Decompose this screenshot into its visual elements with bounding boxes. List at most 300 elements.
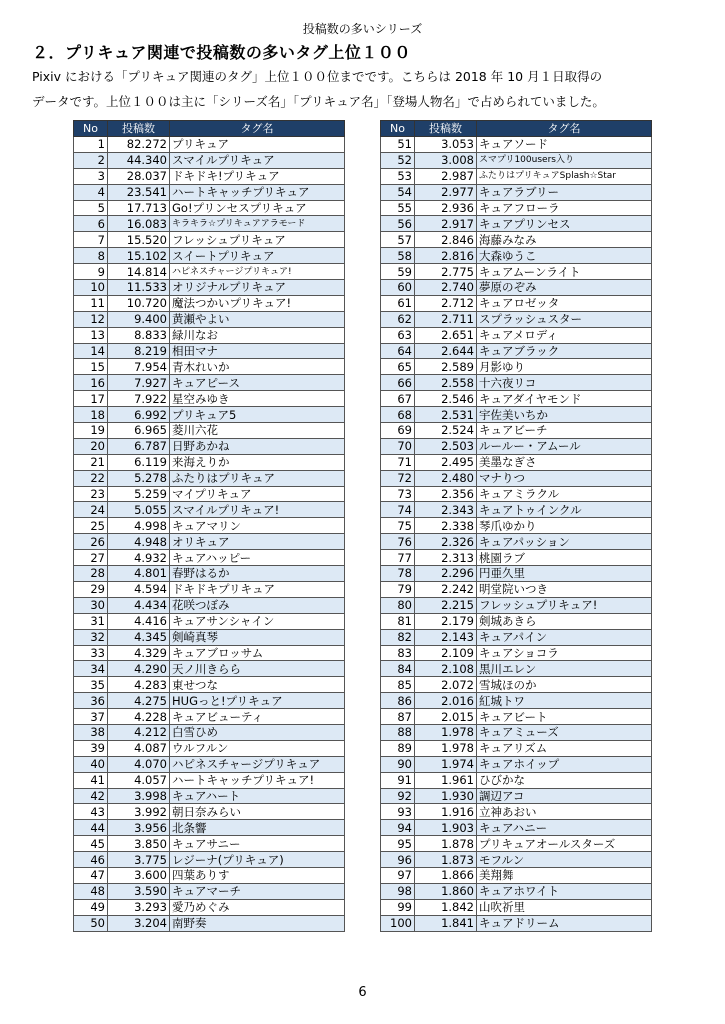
- tag-name-cell: キュアミラクル: [477, 486, 652, 502]
- rank-cell: 45: [74, 836, 108, 852]
- count-cell: 2.936: [415, 200, 477, 216]
- count-cell: 2.143: [415, 629, 477, 645]
- rank-cell: 41: [74, 772, 108, 788]
- rank-cell: 67: [381, 391, 415, 407]
- rank-cell: 53: [381, 168, 415, 184]
- table-row: [74, 184, 345, 200]
- tag-name-cell: キュアミューズ: [477, 724, 652, 740]
- table-row: [74, 375, 345, 391]
- table-row: [381, 661, 652, 677]
- rank-cell: 22: [74, 470, 108, 486]
- tag-name-cell: マイプリキュア: [170, 486, 345, 502]
- table-row: [381, 724, 652, 740]
- rank-cell: 72: [381, 470, 415, 486]
- count-cell: 7.954: [108, 359, 170, 375]
- tag-name-cell: キュアメロディ: [477, 327, 652, 343]
- tag-name-cell: キュアショコラ: [477, 645, 652, 661]
- count-cell: 4.057: [108, 772, 170, 788]
- tag-name-cell: キュアマリン: [170, 518, 345, 534]
- count-cell: 9.400: [108, 311, 170, 327]
- rank-cell: 16: [74, 375, 108, 391]
- table-row: [74, 311, 345, 327]
- tag-name-cell: 大森ゆうこ: [477, 248, 652, 264]
- tag-name-cell: 山吹祈里: [477, 899, 652, 915]
- tag-name-cell: ウルフルン: [170, 740, 345, 756]
- count-cell: 2.846: [415, 232, 477, 248]
- rank-cell: 15: [74, 359, 108, 375]
- count-cell: 4.998: [108, 518, 170, 534]
- rank-cell: 96: [381, 852, 415, 868]
- count-cell: 5.055: [108, 502, 170, 518]
- rank-cell: 52: [381, 152, 415, 168]
- table-row: [381, 915, 652, 931]
- rank-cell: 69: [381, 423, 415, 439]
- table-row: [74, 502, 345, 518]
- tag-name-cell: キュアハート: [170, 788, 345, 804]
- rank-cell: 62: [381, 311, 415, 327]
- table-row: [381, 581, 652, 597]
- count-cell: 16.083: [108, 216, 170, 232]
- count-cell: 4.345: [108, 629, 170, 645]
- count-cell: 2.495: [415, 454, 477, 470]
- count-cell: 6.119: [108, 454, 170, 470]
- count-cell: 2.644: [415, 343, 477, 359]
- table-row: [381, 836, 652, 852]
- count-cell: 2.987: [415, 168, 477, 184]
- table-row: [381, 295, 652, 311]
- tag-name-cell: 花咲つぼみ: [170, 597, 345, 613]
- count-cell: 1.978: [415, 724, 477, 740]
- count-cell: 4.087: [108, 740, 170, 756]
- count-cell: 2.816: [415, 248, 477, 264]
- column-header-tag: タグ名: [170, 121, 345, 137]
- tag-name-cell: ハートキャッチプリキュア!: [170, 772, 345, 788]
- count-cell: 2.524: [415, 423, 477, 439]
- tag-name-cell: オリキュア: [170, 534, 345, 550]
- tag-name-cell: 円亜久里: [477, 566, 652, 582]
- rank-cell: 35: [74, 677, 108, 693]
- table-row: [74, 518, 345, 534]
- count-cell: 2.711: [415, 311, 477, 327]
- tag-name-cell: 白雪ひめ: [170, 724, 345, 740]
- table-row: [74, 470, 345, 486]
- count-cell: 2.109: [415, 645, 477, 661]
- table-header-row: [74, 121, 345, 137]
- rank-cell: 42: [74, 788, 108, 804]
- table-row: [74, 597, 345, 613]
- table-row: [381, 820, 652, 836]
- tag-name-cell: ドキドキ!プリキュア: [170, 168, 345, 184]
- rank-cell: 49: [74, 899, 108, 915]
- tag-name-cell: ハピネスチャージプリキュア: [170, 756, 345, 772]
- tag-name-cell: 剣城あきら: [477, 613, 652, 629]
- tag-name-cell: スマプリ100users入り: [477, 152, 652, 168]
- running-header: 投稿数の多いシリーズ: [302, 22, 423, 36]
- tag-name-cell: プリキュアオールスターズ: [477, 836, 652, 852]
- rank-cell: 32: [74, 629, 108, 645]
- count-cell: 5.278: [108, 470, 170, 486]
- table-row: [381, 518, 652, 534]
- count-cell: 7.922: [108, 391, 170, 407]
- tag-name-cell: ひびかな: [477, 772, 652, 788]
- count-cell: 6.965: [108, 423, 170, 439]
- tag-name-cell: プリキュア5: [170, 407, 345, 423]
- rank-cell: 24: [74, 502, 108, 518]
- ranking-table-right: [380, 120, 652, 932]
- tag-name-cell: スプラッシュスター: [477, 311, 652, 327]
- count-cell: 4.070: [108, 756, 170, 772]
- count-cell: 2.108: [415, 661, 477, 677]
- count-cell: 3.590: [108, 883, 170, 899]
- table-row: [381, 899, 652, 915]
- rank-cell: 76: [381, 534, 415, 550]
- tag-name-cell: キュアサンシャイン: [170, 613, 345, 629]
- rank-cell: 40: [74, 756, 108, 772]
- ranking-table-left: [73, 120, 345, 932]
- column-header-no: No: [74, 121, 108, 137]
- intro-line-1: Pixiv における「プリキュア関連のタグ」上位１００位までです。こちらは 2018 年 10 月１日取得の: [32, 69, 603, 84]
- rank-cell: 30: [74, 597, 108, 613]
- tag-name-cell: 桃園ラブ: [477, 550, 652, 566]
- rank-cell: 91: [381, 772, 415, 788]
- count-cell: 1.916: [415, 804, 477, 820]
- tag-name-cell: キュアホイップ: [477, 756, 652, 772]
- count-cell: 14.814: [108, 264, 170, 280]
- count-cell: 2.546: [415, 391, 477, 407]
- count-cell: 2.712: [415, 295, 477, 311]
- tag-name-cell: キュアトゥインクル: [477, 502, 652, 518]
- table-row: [381, 137, 652, 153]
- tag-name-cell: キュアブロッサム: [170, 645, 345, 661]
- table-row: [381, 693, 652, 709]
- rank-cell: 19: [74, 423, 108, 439]
- rank-cell: 70: [381, 438, 415, 454]
- table-row: [74, 677, 345, 693]
- count-cell: 2.558: [415, 375, 477, 391]
- rank-cell: 68: [381, 407, 415, 423]
- count-cell: 1.978: [415, 740, 477, 756]
- rank-cell: 2: [74, 152, 108, 168]
- rank-cell: 73: [381, 486, 415, 502]
- count-cell: 4.932: [108, 550, 170, 566]
- count-cell: 15.520: [108, 232, 170, 248]
- rank-cell: 84: [381, 661, 415, 677]
- count-cell: 2.589: [415, 359, 477, 375]
- table-row: [74, 629, 345, 645]
- rank-cell: 7: [74, 232, 108, 248]
- table-row: [74, 391, 345, 407]
- table-row: [74, 581, 345, 597]
- rank-cell: 58: [381, 248, 415, 264]
- count-cell: 6.992: [108, 407, 170, 423]
- tag-name-cell: Go!プリンセスプリキュア: [170, 200, 345, 216]
- table-row: [381, 327, 652, 343]
- count-cell: 2.977: [415, 184, 477, 200]
- rank-cell: 66: [381, 375, 415, 391]
- tag-name-cell: 天ノ川きらら: [170, 661, 345, 677]
- tag-name-cell: ふたりはプリキュアSplash☆Star: [477, 168, 652, 184]
- table-header-row: [381, 121, 652, 137]
- table-row: [381, 629, 652, 645]
- tag-name-cell: 雪城ほのか: [477, 677, 652, 693]
- table-row: [74, 836, 345, 852]
- tag-name-cell: スイートプリキュア: [170, 248, 345, 264]
- table-row: [381, 200, 652, 216]
- tag-name-cell: 南野奏: [170, 915, 345, 931]
- table-row: [381, 216, 652, 232]
- tag-name-cell: 来海えりか: [170, 454, 345, 470]
- tag-name-cell: スマイルプリキュア!: [170, 502, 345, 518]
- rank-cell: 39: [74, 740, 108, 756]
- column-header-count: 投稿数: [108, 121, 170, 137]
- tag-name-cell: 緑川なお: [170, 327, 345, 343]
- rank-cell: 100: [381, 915, 415, 931]
- tag-name-cell: キュアプリンセス: [477, 216, 652, 232]
- table-row: [381, 550, 652, 566]
- tag-name-cell: レジーナ(プリキュア): [170, 852, 345, 868]
- tag-name-cell: 調辺アコ: [477, 788, 652, 804]
- table-row: [381, 359, 652, 375]
- rank-cell: 88: [381, 724, 415, 740]
- rank-cell: 11: [74, 295, 108, 311]
- table-row: [381, 184, 652, 200]
- table-row: [381, 152, 652, 168]
- tag-name-cell: キュアムーンライト: [477, 264, 652, 280]
- table-row: [74, 867, 345, 883]
- count-cell: 4.290: [108, 661, 170, 677]
- rank-cell: 65: [381, 359, 415, 375]
- count-cell: 1.842: [415, 899, 477, 915]
- table-row: [74, 407, 345, 423]
- tag-name-cell: キュアサニー: [170, 836, 345, 852]
- count-cell: 4.594: [108, 581, 170, 597]
- table-row: [74, 534, 345, 550]
- rank-cell: 47: [74, 867, 108, 883]
- rank-cell: 75: [381, 518, 415, 534]
- count-cell: 1.866: [415, 867, 477, 883]
- rank-cell: 57: [381, 232, 415, 248]
- rank-cell: 81: [381, 613, 415, 629]
- table-row: [74, 295, 345, 311]
- table-row: [381, 740, 652, 756]
- tag-name-cell: 黄瀬やよい: [170, 311, 345, 327]
- count-cell: 4.434: [108, 597, 170, 613]
- tag-name-cell: 朝日奈みらい: [170, 804, 345, 820]
- count-cell: 2.072: [415, 677, 477, 693]
- tag-name-cell: キラキラ☆プリキュアアラモード: [170, 216, 345, 232]
- table-row: [381, 248, 652, 264]
- table-row: [381, 804, 652, 820]
- tag-name-cell: 海藤みなみ: [477, 232, 652, 248]
- table-row: [74, 232, 345, 248]
- table-row: [381, 867, 652, 883]
- tag-name-cell: 立神あおい: [477, 804, 652, 820]
- count-cell: 2.313: [415, 550, 477, 566]
- tag-name-cell: 美墨なぎさ: [477, 454, 652, 470]
- table-row: [74, 216, 345, 232]
- rank-cell: 82: [381, 629, 415, 645]
- count-cell: 3.204: [108, 915, 170, 931]
- tag-name-cell: フレッシュプリキュア: [170, 232, 345, 248]
- tag-name-cell: キュアマーチ: [170, 883, 345, 899]
- table-row: [74, 264, 345, 280]
- rank-cell: 50: [74, 915, 108, 931]
- rank-cell: 97: [381, 867, 415, 883]
- table-row: [381, 645, 652, 661]
- table-row: [381, 566, 652, 582]
- count-cell: 1.841: [415, 915, 477, 931]
- count-cell: 3.053: [415, 137, 477, 153]
- rank-cell: 83: [381, 645, 415, 661]
- rank-cell: 17: [74, 391, 108, 407]
- column-header-count: 投稿数: [415, 121, 477, 137]
- tag-name-cell: キュアドリーム: [477, 915, 652, 931]
- rank-cell: 74: [381, 502, 415, 518]
- count-cell: 2.775: [415, 264, 477, 280]
- count-cell: 17.713: [108, 200, 170, 216]
- rank-cell: 36: [74, 693, 108, 709]
- table-row: [74, 550, 345, 566]
- table-row: [74, 883, 345, 899]
- rank-cell: 86: [381, 693, 415, 709]
- rank-cell: 85: [381, 677, 415, 693]
- rank-cell: 44: [74, 820, 108, 836]
- rank-cell: 26: [74, 534, 108, 550]
- count-cell: 2.015: [415, 709, 477, 725]
- table-row: [74, 756, 345, 772]
- table-row: [74, 804, 345, 820]
- table-row: [74, 152, 345, 168]
- count-cell: 2.343: [415, 502, 477, 518]
- tag-name-cell: キュアフローラ: [477, 200, 652, 216]
- count-cell: 1.974: [415, 756, 477, 772]
- rank-cell: 71: [381, 454, 415, 470]
- tag-name-cell: キュアビーチ: [477, 423, 652, 439]
- table-row: [381, 772, 652, 788]
- table-row: [74, 724, 345, 740]
- table-row: [381, 438, 652, 454]
- count-cell: 1.873: [415, 852, 477, 868]
- table-row: [74, 486, 345, 502]
- count-cell: 2.215: [415, 597, 477, 613]
- count-cell: 2.326: [415, 534, 477, 550]
- table-row: [74, 343, 345, 359]
- table-row: [74, 693, 345, 709]
- tag-name-cell: キュアビューティ: [170, 709, 345, 725]
- table-row: [381, 613, 652, 629]
- tag-name-cell: キュアハッピー: [170, 550, 345, 566]
- tag-name-cell: スマイルプリキュア: [170, 152, 345, 168]
- rank-cell: 21: [74, 454, 108, 470]
- tag-name-cell: 月影ゆり: [477, 359, 652, 375]
- table-row: [74, 772, 345, 788]
- tag-name-cell: ルールー・アムール: [477, 438, 652, 454]
- table-row: [381, 486, 652, 502]
- table-row: [381, 423, 652, 439]
- table-row: [381, 280, 652, 296]
- table-row: [381, 391, 652, 407]
- count-cell: 4.283: [108, 677, 170, 693]
- count-cell: 2.651: [415, 327, 477, 343]
- tag-name-cell: キュアロゼッタ: [477, 295, 652, 311]
- rank-cell: 51: [381, 137, 415, 153]
- rank-cell: 1: [74, 137, 108, 153]
- table-row: [381, 375, 652, 391]
- table-row: [74, 709, 345, 725]
- tag-name-cell: 東せつな: [170, 677, 345, 693]
- table-row: [74, 566, 345, 582]
- table-row: [74, 248, 345, 264]
- rank-cell: 9: [74, 264, 108, 280]
- rank-cell: 18: [74, 407, 108, 423]
- table-row: [381, 788, 652, 804]
- count-cell: 2.480: [415, 470, 477, 486]
- rank-cell: 94: [381, 820, 415, 836]
- table-row: [381, 883, 652, 899]
- table-row: [381, 502, 652, 518]
- tag-name-cell: 明堂院いつき: [477, 581, 652, 597]
- table-row: [381, 470, 652, 486]
- count-cell: 3.998: [108, 788, 170, 804]
- count-cell: 7.927: [108, 375, 170, 391]
- tag-name-cell: オリジナルプリキュア: [170, 280, 345, 296]
- table-row: [381, 168, 652, 184]
- table-row: [74, 820, 345, 836]
- tag-name-cell: 相田マナ: [170, 343, 345, 359]
- rank-cell: 80: [381, 597, 415, 613]
- column-header-no: No: [381, 121, 415, 137]
- count-cell: 3.850: [108, 836, 170, 852]
- rank-cell: 78: [381, 566, 415, 582]
- tag-name-cell: キュアソード: [477, 137, 652, 153]
- rank-cell: 37: [74, 709, 108, 725]
- count-cell: 3.600: [108, 867, 170, 883]
- rank-cell: 10: [74, 280, 108, 296]
- count-cell: 1.961: [415, 772, 477, 788]
- tag-name-cell: 青木れいか: [170, 359, 345, 375]
- rank-cell: 59: [381, 264, 415, 280]
- rank-cell: 33: [74, 645, 108, 661]
- count-cell: 11.533: [108, 280, 170, 296]
- count-cell: 10.720: [108, 295, 170, 311]
- tag-name-cell: ふたりはプリキュア: [170, 470, 345, 486]
- count-cell: 1.860: [415, 883, 477, 899]
- tag-name-cell: キュアハニー: [477, 820, 652, 836]
- table-row: [381, 709, 652, 725]
- count-cell: 3.956: [108, 820, 170, 836]
- section-title: ２．プリキュア関連で投稿数の多いタグ上位１００: [32, 43, 411, 62]
- table-row: [74, 454, 345, 470]
- count-cell: 3.775: [108, 852, 170, 868]
- rank-cell: 63: [381, 327, 415, 343]
- rank-cell: 27: [74, 550, 108, 566]
- table-row: [381, 677, 652, 693]
- rank-cell: 23: [74, 486, 108, 502]
- count-cell: 8.219: [108, 343, 170, 359]
- table-row: [74, 788, 345, 804]
- rank-cell: 77: [381, 550, 415, 566]
- rank-cell: 61: [381, 295, 415, 311]
- column-header-tag: タグ名: [477, 121, 652, 137]
- count-cell: 3.992: [108, 804, 170, 820]
- count-cell: 4.329: [108, 645, 170, 661]
- table-row: [74, 613, 345, 629]
- tag-name-cell: キュアブラック: [477, 343, 652, 359]
- count-cell: 3.008: [415, 152, 477, 168]
- count-cell: 4.275: [108, 693, 170, 709]
- table-row: [74, 915, 345, 931]
- tag-name-cell: ドキドキプリキュア: [170, 581, 345, 597]
